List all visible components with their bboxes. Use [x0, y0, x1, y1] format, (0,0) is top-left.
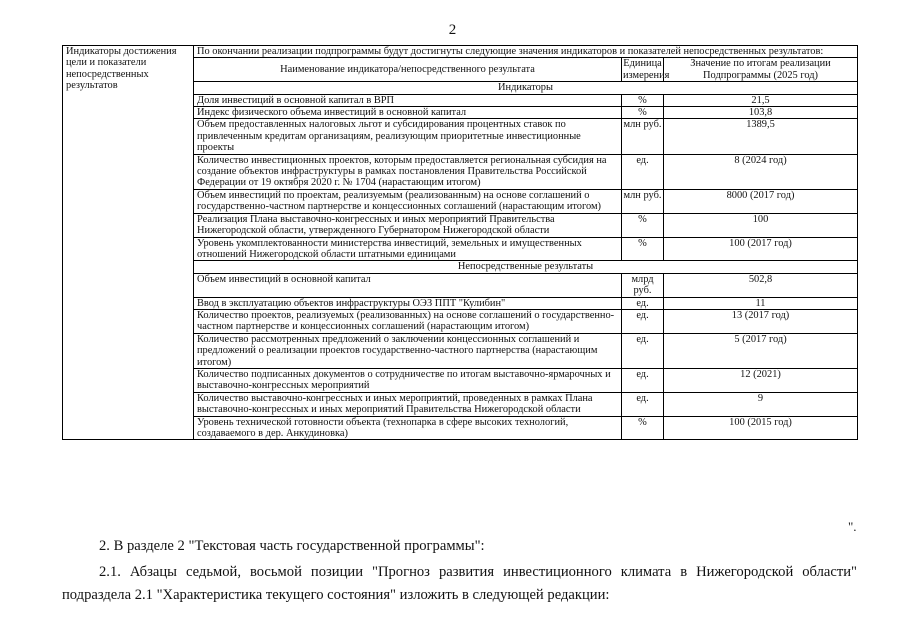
indicator-unit: млрд руб. — [622, 273, 664, 297]
indicator-value: 8 (2024 год) — [664, 154, 858, 189]
paragraph-section-2: 2. В разделе 2 "Текстовая часть государственной программы": — [99, 538, 485, 554]
indicator-name: Количество выставочно-конгрессных и иных мероприятий, проведенных в рамках Плана выставочно-конгрессных и иных мероприятий Правительства Нижегородской области — [194, 392, 622, 416]
indicator-unit: ед. — [622, 154, 664, 189]
indicator-name: Индекс физического объема инвестиций в основной капитал — [194, 107, 622, 119]
indicator-unit: млн руб. — [622, 189, 664, 213]
indicator-value: 100 (2015 год) — [664, 416, 858, 440]
indicator-value: 100 (2017 год) — [664, 237, 858, 261]
table-intro-cell: По окончании реализации подпрограммы будут достигнуты следующие значения индикаторов и показателей непосредственных результатов: — [194, 46, 858, 58]
indicator-value: 100 — [664, 213, 858, 237]
indicator-unit: % — [622, 94, 664, 106]
indicator-name: Количество инвестиционных проектов, которым предоставляется региональная субсидия на создание объектов инфраструктуры в рамках постановления Правительства Российской Федерации от 19 октября 2020 г. № 1704 (нарастающим итогом) — [194, 154, 622, 189]
indicator-name: Ввод в эксплуатацию объектов инфраструктуры ОЭЗ ППТ "Кулибин" — [194, 297, 622, 309]
indicator-unit: % — [622, 213, 664, 237]
indicator-name: Уровень укомплектованности министерства инвестиций, земельных и имущественных отношений Нижегородской области штатными единицами — [194, 237, 622, 261]
indicator-name: Объем предоставленных налоговых льгот и субсидирования процентных ставок по привлеченным кредитам организациям, реализующим приоритетные инвестиционные проекты — [194, 119, 622, 154]
indicator-unit: ед. — [622, 392, 664, 416]
indicator-value: 8000 (2017 год) — [664, 189, 858, 213]
indicator-name: Уровень технической готовности объекта (технопарка в сфере высоких технологий, создаваемого в дер. Анкудиновка) — [194, 416, 622, 440]
indicator-unit: ед. — [622, 368, 664, 392]
indicator-value: 1389,5 — [664, 119, 858, 154]
indicator-unit: % — [622, 237, 664, 261]
indicator-unit: % — [622, 416, 664, 440]
indicators-table — [62, 45, 858, 440]
indicator-value: 103,8 — [664, 107, 858, 119]
indicator-value: 11 — [664, 297, 858, 309]
closing-quote: ". — [848, 519, 857, 534]
indicator-unit: ед. — [622, 333, 664, 368]
paragraph-2-1-line-1: 2.1. Абзацы седьмой, восьмой позиции "Прогноз развития инвестиционного климата в Нижегородской области" — [99, 564, 857, 580]
indicator-value: 12 (2021) — [664, 368, 858, 392]
indicator-value: 502,8 — [664, 273, 858, 297]
indicator-name: Реализация Плана выставочно-конгрессных и иных мероприятий Правительства Нижегородской области, утвержденного Губернатором Нижегородской области — [194, 213, 622, 237]
page-number: 2 — [448, 22, 457, 38]
indicator-name: Количество проектов, реализуемых (реализованных) на основе соглашений о государственно-частном партнерстве и концессионных соглашений (нарастающим итогом) — [194, 309, 622, 333]
indicator-name: Доля инвестиций в основной капитал в ВРП — [194, 94, 622, 106]
header-unit: Единица измерения — [623, 58, 670, 81]
indicator-name: Объем инвестиций в основной капитал — [194, 273, 622, 297]
indicator-unit: % — [622, 107, 664, 119]
indicator-name: Количество подписанных документов о сотрудничестве по итогам выставочно-ярмарочных и выставочно-конгрессных мероприятий — [194, 368, 622, 392]
indicator-unit: ед. — [622, 297, 664, 309]
section-title: Индикаторы — [194, 82, 858, 94]
indicator-unit: ед. — [622, 309, 664, 333]
indicator-name: Количество рассмотренных предложений о заключении концессионных соглашений и предложений о реализации проектов государственно-частного партнерства (нарастающим итогом) — [194, 333, 622, 368]
indicator-value: 21,5 — [664, 94, 858, 106]
section-title: Непосредственные результаты — [194, 261, 858, 273]
indicator-value: 5 (2017 год) — [664, 333, 858, 368]
table-intro-row — [63, 46, 858, 58]
paragraph-2-1-line-2: подраздела 2.1 "Характеристика текущего состояния" изложить в следующей редакции: — [62, 587, 610, 603]
indicator-name: Объем инвестиций по проектам, реализуемым (реализованным) на основе соглашений о государственно-частном партнерстве и концессионных соглашений (нарастающим итогом) — [194, 189, 622, 213]
header-value: Значение по итогам реализации Подпрограммы (2025 год) — [664, 58, 858, 82]
header-name: Наименование индикатора/непосредственного результата — [194, 58, 622, 82]
indicator-value: 13 (2017 год) — [664, 309, 858, 333]
table-left-cell: Индикаторы достижения цели и показатели непосредственных результатов — [63, 46, 194, 440]
indicator-value: 9 — [664, 392, 858, 416]
indicator-unit: млн руб. — [622, 119, 664, 154]
